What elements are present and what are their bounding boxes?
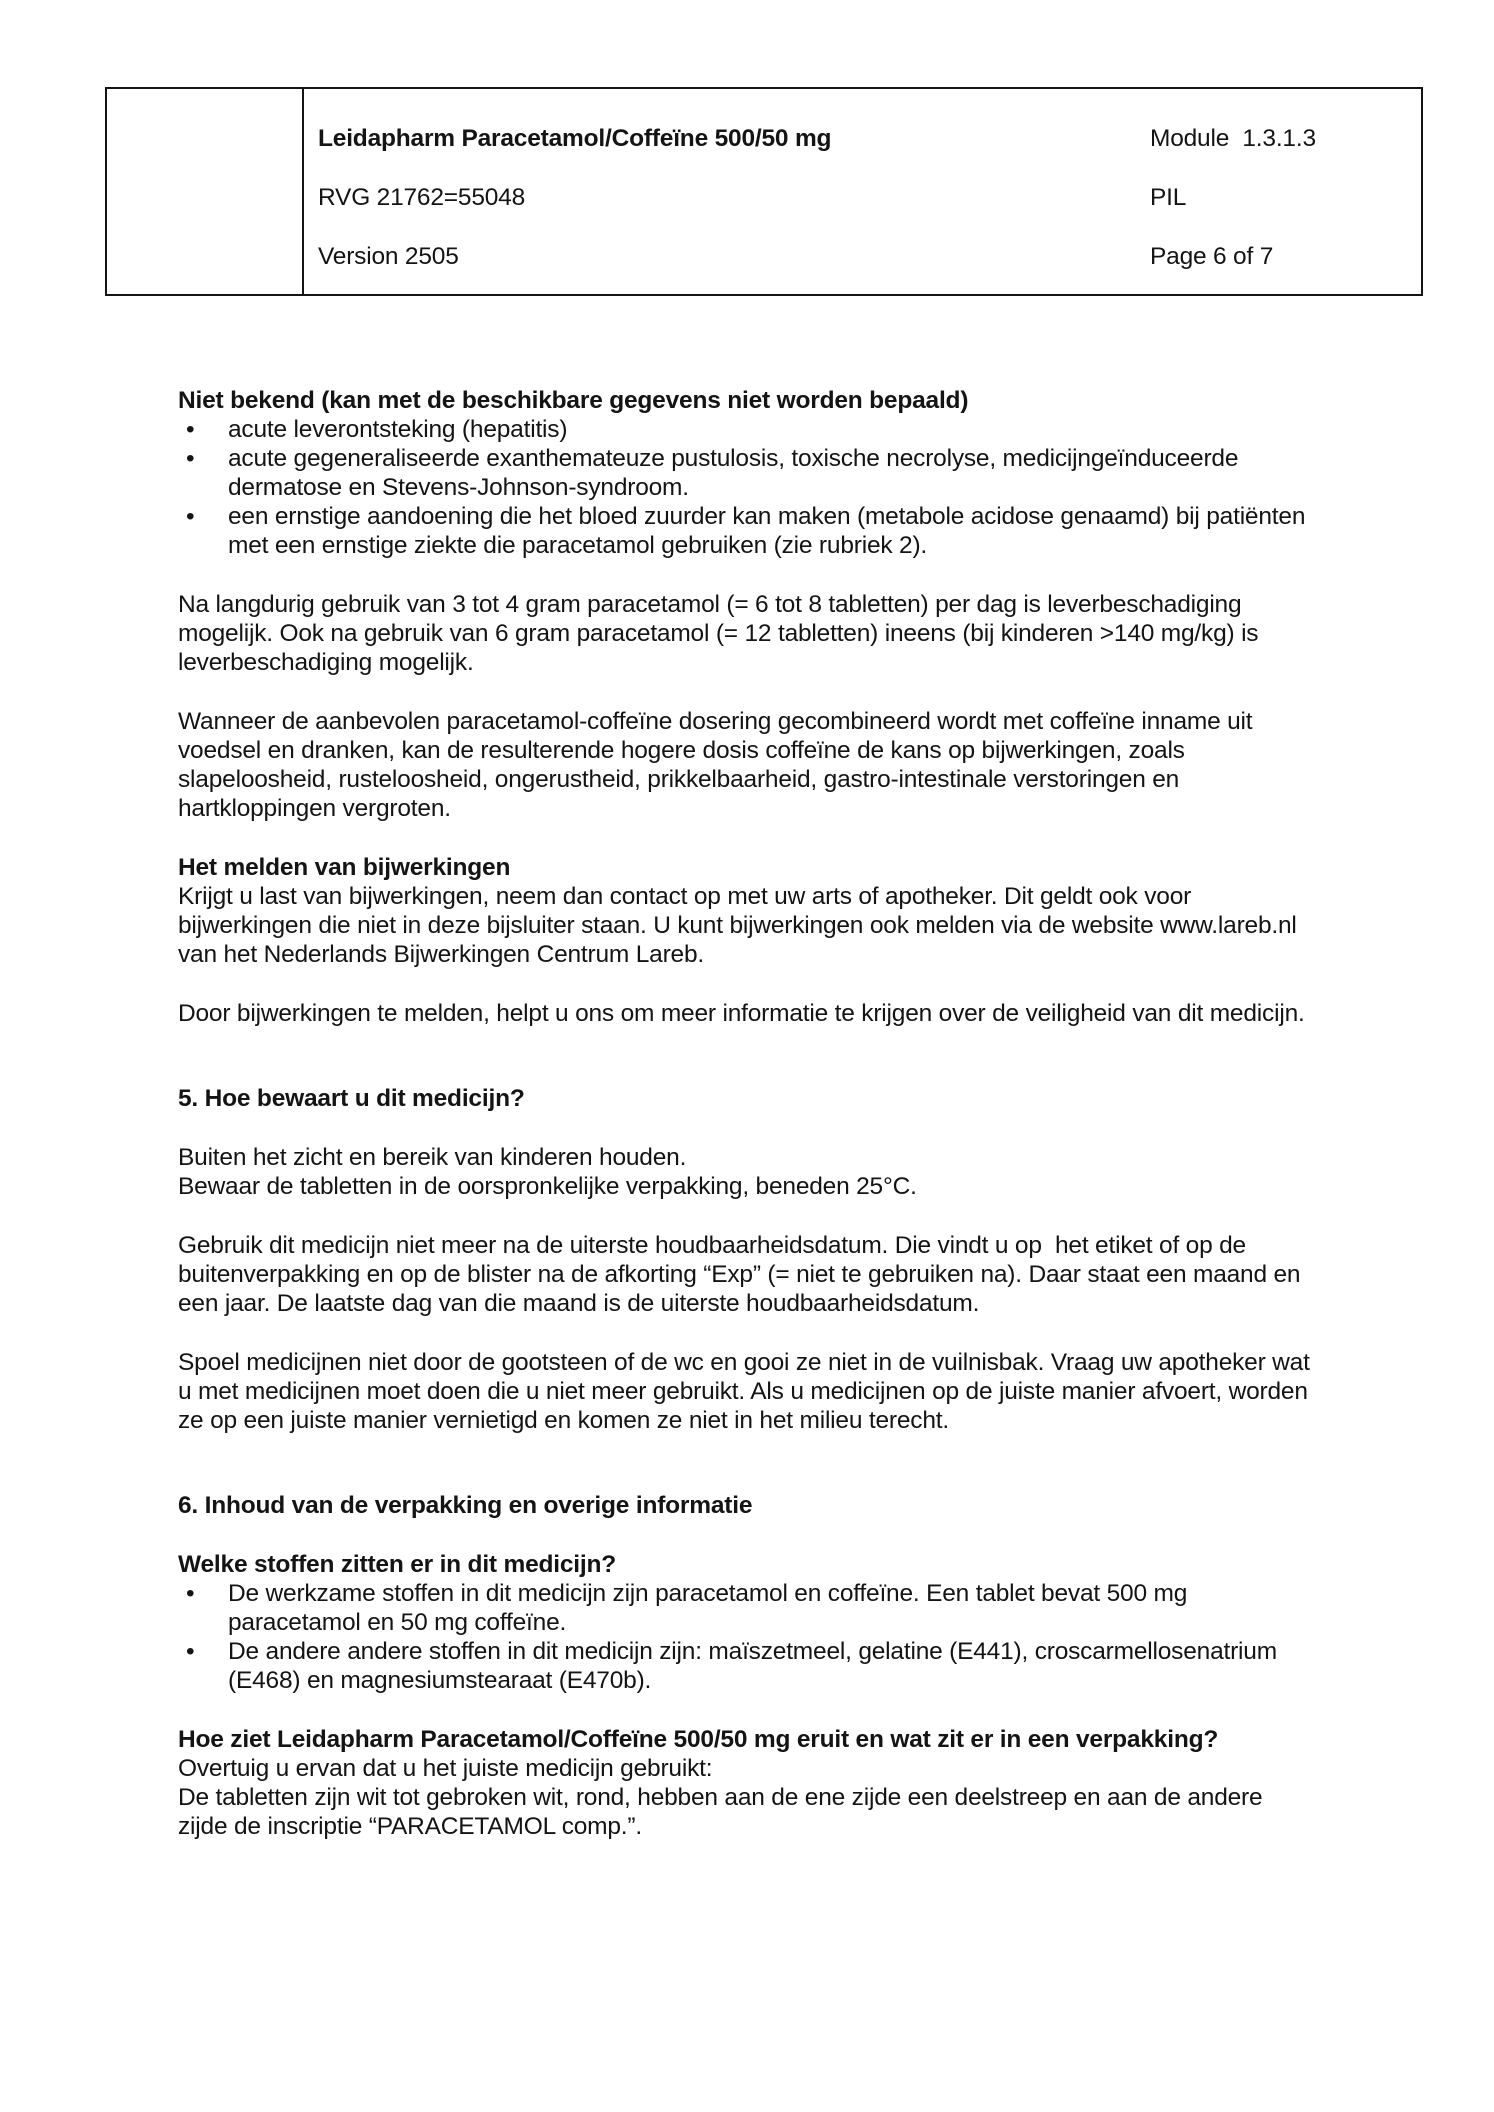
rvg-number: RVG 21762=55048 — [318, 184, 526, 211]
bullet-item: • De werkzame stoffen in dit medicijn zijn paracetamol en coffeïne. Een tablet bevat 500 mg paracetamol en 50 mg coffeïne. — [178, 1579, 1314, 1637]
document-body — [178, 386, 1317, 1841]
header-table — [105, 87, 1423, 296]
header-row-rvg — [318, 183, 1411, 212]
heading-appearance: Hoe ziet Leidapharm Paracetamol/Coffeïne 500/50 mg eruit en wat zit er in een verpakking? — [178, 1726, 1219, 1753]
bullet-item: • De andere andere stoffen in dit medicijn zijn: maïszetmeel, gelatine (E441), croscarmellosenatrium (E468) en magnesiumstearaat (E470b). — [178, 1637, 1314, 1695]
header-row-version — [318, 242, 1411, 271]
paragraph-overdose: Na langdurig gebruik van 3 tot 4 gram paracetamol (= 6 tot 8 tabletten) per dag is leverbeschadiging mogelijk. Ook na gebruik van 6 gram paracetamol (= 12 tabletten) ineens (bij kinderen >140 mg/kg) is leverbeschadiging mogelijk. — [178, 591, 1265, 676]
version-label: Version 2505 — [318, 243, 459, 270]
header-main-cell — [304, 89, 1421, 294]
side-effects-bullet-list — [178, 415, 1314, 560]
paragraph-caffeine: Wanneer de aanbevolen paracetamol-coffeïne dosering gecombineerd wordt met coffeïne inname uit voedsel en dranken, kan de resulterende hogere dosis coffeïne de kans op bijwerkingen, zoals slapeloosheid, rusteloosheid, ongerustheid, prikkelbaarheid, gastro-intestinale verstoringen en hartkloppingen vergroten. — [178, 708, 1260, 822]
heading-section-5: 5. Hoe bewaart u dit medicijn? — [178, 1085, 525, 1112]
product-title: Leidapharm Paracetamol/Coffeïne 500/50 mg — [318, 125, 832, 152]
module-number: Module 1.3.1.3 — [1150, 125, 1316, 152]
heading-frequency-not-known: Niet bekend (kan met de beschikbare gegevens niet worden bepaald) — [178, 387, 969, 414]
paragraph-reporting-1: Krijgt u last van bijwerkingen, neem dan contact op met uw arts of apotheker. Dit geldt ook voor bijwerkingen die niet in deze bijsluiter staan. U kunt bijwerkingen ook melden via de website www.lareb.nl van het Nederlands Bijwerkingen Centrum Lareb. — [178, 883, 1304, 968]
page-number: Page 6 of 7 — [1150, 243, 1274, 270]
paragraph-storage-line2: Bewaar de tabletten in de oorspronkelijke verpakking, beneden 25°C. — [178, 1173, 917, 1200]
composition-bullet-list — [178, 1579, 1314, 1695]
paragraph-reporting-2: Door bijwerkingen te melden, helpt u ons om meer informatie te krijgen over de veiligheid van dit medicijn. — [178, 1000, 1305, 1027]
header-logo-cell — [107, 89, 304, 294]
bullet-item: • acute gegeneraliseerde exanthemateuze pustulosis, toxische necrolyse, medicijngeïnduceerde dermatose en Stevens-Johnson-syndroom. — [178, 444, 1314, 502]
bullet-item: • een ernstige aandoening die het bloed zuurder kan maken (metabole acidose genaamd) bij patiënten met een ernstige ziekte die paracetamol gebruiken (zie rubriek 2). — [178, 502, 1314, 560]
paragraph-expiry: Gebruik dit medicijn niet meer na de uiterste houdbaarheidsdatum. Die vindt u op het etiket of op de buitenverpakking en op de blister na de afkorting “Exp” (= niet te gebruiken na). Daar staat een maand en een jaar. De laatste dag van die maand is de uiterste houdbaarheidsdatum. — [178, 1232, 1307, 1317]
heading-section-6: 6. Inhoud van de verpakking en overige informatie — [178, 1492, 753, 1519]
paragraph-disposal: Spoel medicijnen niet door de gootsteen of de wc en gooi ze niet in de vuilnisbak. Vraag uw apotheker wat u met medicijnen moet doen die u niet meer gebruikt. Als u medicijnen op de juiste manier afvoert, worden ze op een juiste manier vernietigd en komen ze niet in het milieu terecht. — [178, 1349, 1317, 1434]
paragraph-appearance: De tabletten zijn wit tot gebroken wit, rond, hebben aan de ene zijde een deelstreep en aan de andere zijde de inscriptie “PARACETAMOL comp.”. — [178, 1784, 1270, 1840]
header-row-title — [318, 124, 1411, 153]
heading-reporting-side-effects: Het melden van bijwerkingen — [178, 854, 511, 881]
heading-composition: Welke stoffen zitten er in dit medicijn? — [178, 1551, 617, 1578]
doc-type-label: PIL — [1150, 184, 1187, 211]
bullet-item: • acute leverontsteking (hepatitis) — [178, 415, 1314, 444]
paragraph-appearance-line1: Overtuig u ervan dat u het juiste medicijn gebruikt: — [178, 1755, 713, 1782]
paragraph-storage-line1: Buiten het zicht en bereik van kinderen houden. — [178, 1144, 687, 1171]
